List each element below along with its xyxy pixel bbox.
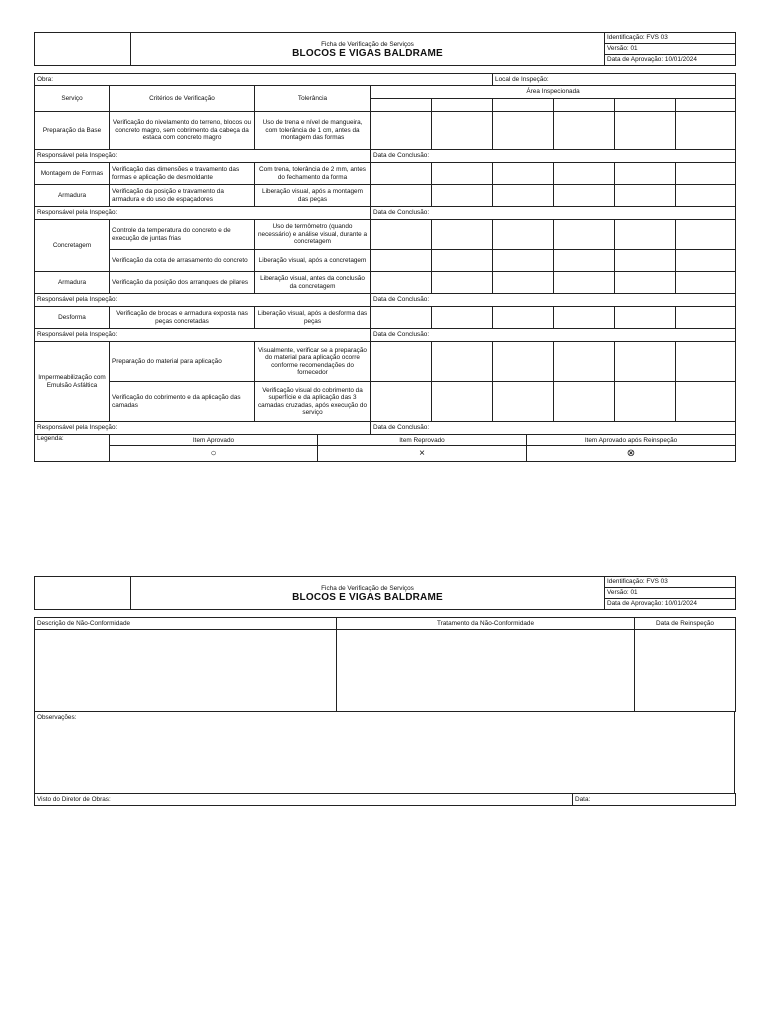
check-cell[interactable] <box>371 185 432 207</box>
check-cell[interactable] <box>676 342 736 382</box>
servico-label: Armadura <box>35 272 110 294</box>
check-cell[interactable] <box>493 220 554 250</box>
signature-table <box>34 793 736 806</box>
visto-diretor-field[interactable]: Visto do Diretor de Obras: <box>35 794 573 806</box>
data-field[interactable]: Data: <box>573 794 736 806</box>
check-cell[interactable] <box>554 112 615 150</box>
data-conclusao-label: Data de Conclusão: <box>373 424 430 432</box>
data-conclusao-field[interactable] <box>371 207 736 220</box>
criterio-text: Verificação da posição e travamento da armadura e do uso de espaçadores <box>110 185 255 207</box>
legend-reinspecao: Item Aprovado após Reinspeção <box>527 435 736 446</box>
col-header-descricao: Descrição de Não-Conformidade <box>35 618 337 630</box>
responsavel-field[interactable]: Responsável pela Inspeção: <box>35 207 371 220</box>
check-cell[interactable] <box>371 220 432 250</box>
check-cell[interactable] <box>676 112 736 150</box>
servico-label: Concretagem <box>35 220 110 272</box>
table-row <box>35 382 736 422</box>
check-cell[interactable] <box>615 163 676 185</box>
tolerancia-text: Visualmente, verificar se a preparação do material para aplicação ocorre conforme recomendações do fornecedor <box>255 342 371 382</box>
check-cell[interactable] <box>615 220 676 250</box>
tolerancia-text: Liberação visual, após a desforma das peças <box>255 307 371 329</box>
responsavel-field[interactable]: Responsável pela Inspeção: <box>35 150 371 163</box>
check-cell[interactable] <box>554 163 615 185</box>
form-subtitle: Ficha de Verificação de Serviços <box>321 41 414 49</box>
form-title-block <box>131 33 605 66</box>
tratamento-input[interactable] <box>337 630 635 712</box>
form-page-1 <box>34 32 735 462</box>
tolerancia-text: Verificação visual do cobrimento da superfície e da aplicação das 3 camadas cruzadas, após execução do serviço <box>255 382 371 422</box>
versao: Versão: 01 <box>605 588 736 599</box>
descricao-input[interactable] <box>35 630 337 712</box>
logo-placeholder <box>35 33 131 66</box>
observacoes-label: Observações: <box>37 714 77 722</box>
check-cell[interactable] <box>371 163 432 185</box>
tolerancia-text: Liberação visual, após a concretagem <box>255 250 371 272</box>
data-conclusao-field[interactable] <box>371 329 736 342</box>
form-title: BLOCOS E VIGAS BALDRAME <box>292 47 443 59</box>
form-subtitle: Ficha de Verificação de Serviços <box>321 585 414 593</box>
data-aprovacao: Data de Aprovação: 10/01/2024 <box>605 55 736 66</box>
data-conclusao-field[interactable] <box>371 150 736 163</box>
check-cell[interactable] <box>493 185 554 207</box>
nonconformity-table <box>34 617 736 712</box>
table-row <box>35 163 736 185</box>
check-cell[interactable] <box>554 342 615 382</box>
check-cell[interactable] <box>615 112 676 150</box>
data-conclusao-label: Data de Conclusão: <box>373 296 430 304</box>
inspection-table <box>34 73 736 435</box>
check-cell[interactable] <box>676 250 736 272</box>
col-header-area: Área Inspecionada <box>371 86 736 99</box>
check-cell[interactable] <box>676 220 736 250</box>
data-conclusao-field[interactable] <box>371 422 736 435</box>
check-cell[interactable] <box>493 382 554 422</box>
criterio-text: Verificação do cobrimento e da aplicação das camadas <box>110 382 255 422</box>
criterio-text: Verificação da posição dos arranques de pilares <box>110 272 255 294</box>
tolerancia-text: Uso de trena e nível de mangueira, com tolerância de 1 cm, antes da montagem das formas <box>255 112 371 150</box>
identificacao: Identificação: FVS 03 <box>605 33 736 44</box>
form-title: BLOCOS E VIGAS BALDRAME <box>292 591 443 603</box>
area-cell[interactable] <box>676 99 736 112</box>
check-cell[interactable] <box>554 185 615 207</box>
area-cell[interactable] <box>371 99 432 112</box>
col-header-tolerancia: Tolerância <box>255 86 371 112</box>
form-page-2 <box>34 576 735 806</box>
check-cell[interactable] <box>493 112 554 150</box>
criterio-text: Verificação de brocas e armadura exposta nas peças concretadas <box>110 307 255 329</box>
responsavel-field[interactable]: Responsável pela Inspeção: <box>35 329 371 342</box>
area-cell[interactable] <box>615 99 676 112</box>
check-cell[interactable] <box>554 250 615 272</box>
check-cell[interactable] <box>493 272 554 294</box>
check-cell[interactable] <box>432 250 493 272</box>
tolerancia-text: Liberação visual, antes da conclusão da concretagem <box>255 272 371 294</box>
table-row <box>35 250 736 272</box>
tolerancia-text: Liberação visual, após a montagem das peças <box>255 185 371 207</box>
table-row <box>35 272 736 294</box>
check-cell[interactable] <box>432 185 493 207</box>
responsavel-field[interactable]: Responsável pela Inspeção: <box>35 422 371 435</box>
legend-table <box>34 434 736 462</box>
data-conclusao-label: Data de Conclusão: <box>373 331 430 339</box>
data-reinspecao-input[interactable] <box>635 630 736 712</box>
check-cell[interactable] <box>676 163 736 185</box>
check-cell[interactable] <box>554 220 615 250</box>
servico-label: Armadura <box>35 185 110 207</box>
check-cell[interactable] <box>615 382 676 422</box>
servico-label: Impermeabilização com Emulsão Asfáltica <box>35 342 110 422</box>
check-cell[interactable] <box>432 307 493 329</box>
check-cell[interactable] <box>554 382 615 422</box>
table-row <box>35 112 736 150</box>
col-header-tratamento: Tratamento da Não-Conformidade <box>337 618 635 630</box>
identificacao: Identificação: FVS 03 <box>605 577 736 588</box>
check-cell[interactable] <box>371 307 432 329</box>
observacoes-field[interactable] <box>35 712 735 794</box>
circle-icon: ○ <box>110 446 318 462</box>
col-header-data-reinspecao: Data de Reinspeção <box>635 618 736 630</box>
criterio-text: Controle da temperatura do concreto e de execução de juntas frias <box>110 220 255 250</box>
table-row <box>35 342 736 382</box>
check-cell[interactable] <box>371 112 432 150</box>
check-cell[interactable] <box>615 272 676 294</box>
responsavel-field[interactable]: Responsável pela Inspeção: <box>35 294 371 307</box>
tolerancia-text: Uso de termômetro (quando necessário) e análise visual, durante a concretagem <box>255 220 371 250</box>
form-header <box>34 32 736 66</box>
criterio-text: Verificação do nivelamento do terreno, blocos ou concreto magro, sem cobrimento da cabeça da estaca com concreto magro <box>110 112 255 150</box>
check-cell[interactable] <box>432 272 493 294</box>
servico-label: Preparação da Base <box>35 112 110 150</box>
observacoes-table <box>34 711 735 794</box>
legend-aprovado: Item Aprovado <box>110 435 318 446</box>
check-cell[interactable] <box>554 272 615 294</box>
servico-label: Desforma <box>35 307 110 329</box>
data-conclusao-label: Data de Conclusão: <box>373 209 430 217</box>
check-cell[interactable] <box>676 307 736 329</box>
check-cell[interactable] <box>676 382 736 422</box>
table-row <box>35 307 736 329</box>
criterio-text: Verificação da cota de arrasamento do concreto <box>110 250 255 272</box>
area-cell[interactable] <box>493 99 554 112</box>
tolerancia-text: Com trena, tolerância de 2 mm, antes do fechamento da forma <box>255 163 371 185</box>
check-cell[interactable] <box>432 112 493 150</box>
check-cell[interactable] <box>554 307 615 329</box>
legend-label: Legenda: <box>35 435 110 462</box>
check-cell[interactable] <box>493 163 554 185</box>
col-header-criterios: Critérios de Verificação <box>110 86 255 112</box>
check-cell[interactable] <box>676 272 736 294</box>
obra-field[interactable]: Obra: <box>35 74 493 86</box>
check-cell[interactable] <box>432 342 493 382</box>
check-cell[interactable] <box>615 342 676 382</box>
check-cell[interactable] <box>676 185 736 207</box>
table-row <box>35 220 736 250</box>
data-conclusao-label: Data de Conclusão: <box>373 152 430 160</box>
check-cell[interactable] <box>432 382 493 422</box>
check-cell[interactable] <box>371 272 432 294</box>
area-cell[interactable] <box>432 99 493 112</box>
versao: Versão: 01 <box>605 44 736 55</box>
check-cell[interactable] <box>615 307 676 329</box>
area-cell[interactable] <box>554 99 615 112</box>
data-aprovacao: Data de Aprovação: 10/01/2024 <box>605 599 736 610</box>
col-header-servico: Serviço <box>35 86 110 112</box>
check-cell[interactable] <box>371 250 432 272</box>
check-cell[interactable] <box>493 342 554 382</box>
criterio-text: Verificação das dimensões e travamento das formas e aplicação de desmoldante <box>110 163 255 185</box>
form-header <box>34 576 736 610</box>
check-cell[interactable] <box>432 163 493 185</box>
legend-reprovado: Item Reprovado <box>318 435 527 446</box>
local-inspecao-field[interactable]: Local de Inspeção: <box>493 74 736 86</box>
check-cell[interactable] <box>371 342 432 382</box>
check-cell[interactable] <box>493 307 554 329</box>
logo-placeholder <box>35 577 131 610</box>
data-conclusao-field[interactable] <box>371 294 736 307</box>
table-row <box>35 185 736 207</box>
cross-icon: × <box>318 446 527 462</box>
check-cell[interactable] <box>493 250 554 272</box>
form-title-block <box>131 577 605 610</box>
criterio-text: Preparação do material para aplicação <box>110 342 255 382</box>
circled-cross-icon: ⊗ <box>527 446 736 462</box>
check-cell[interactable] <box>432 220 493 250</box>
check-cell[interactable] <box>615 250 676 272</box>
check-cell[interactable] <box>615 185 676 207</box>
servico-label: Montagem de Formas <box>35 163 110 185</box>
check-cell[interactable] <box>371 382 432 422</box>
